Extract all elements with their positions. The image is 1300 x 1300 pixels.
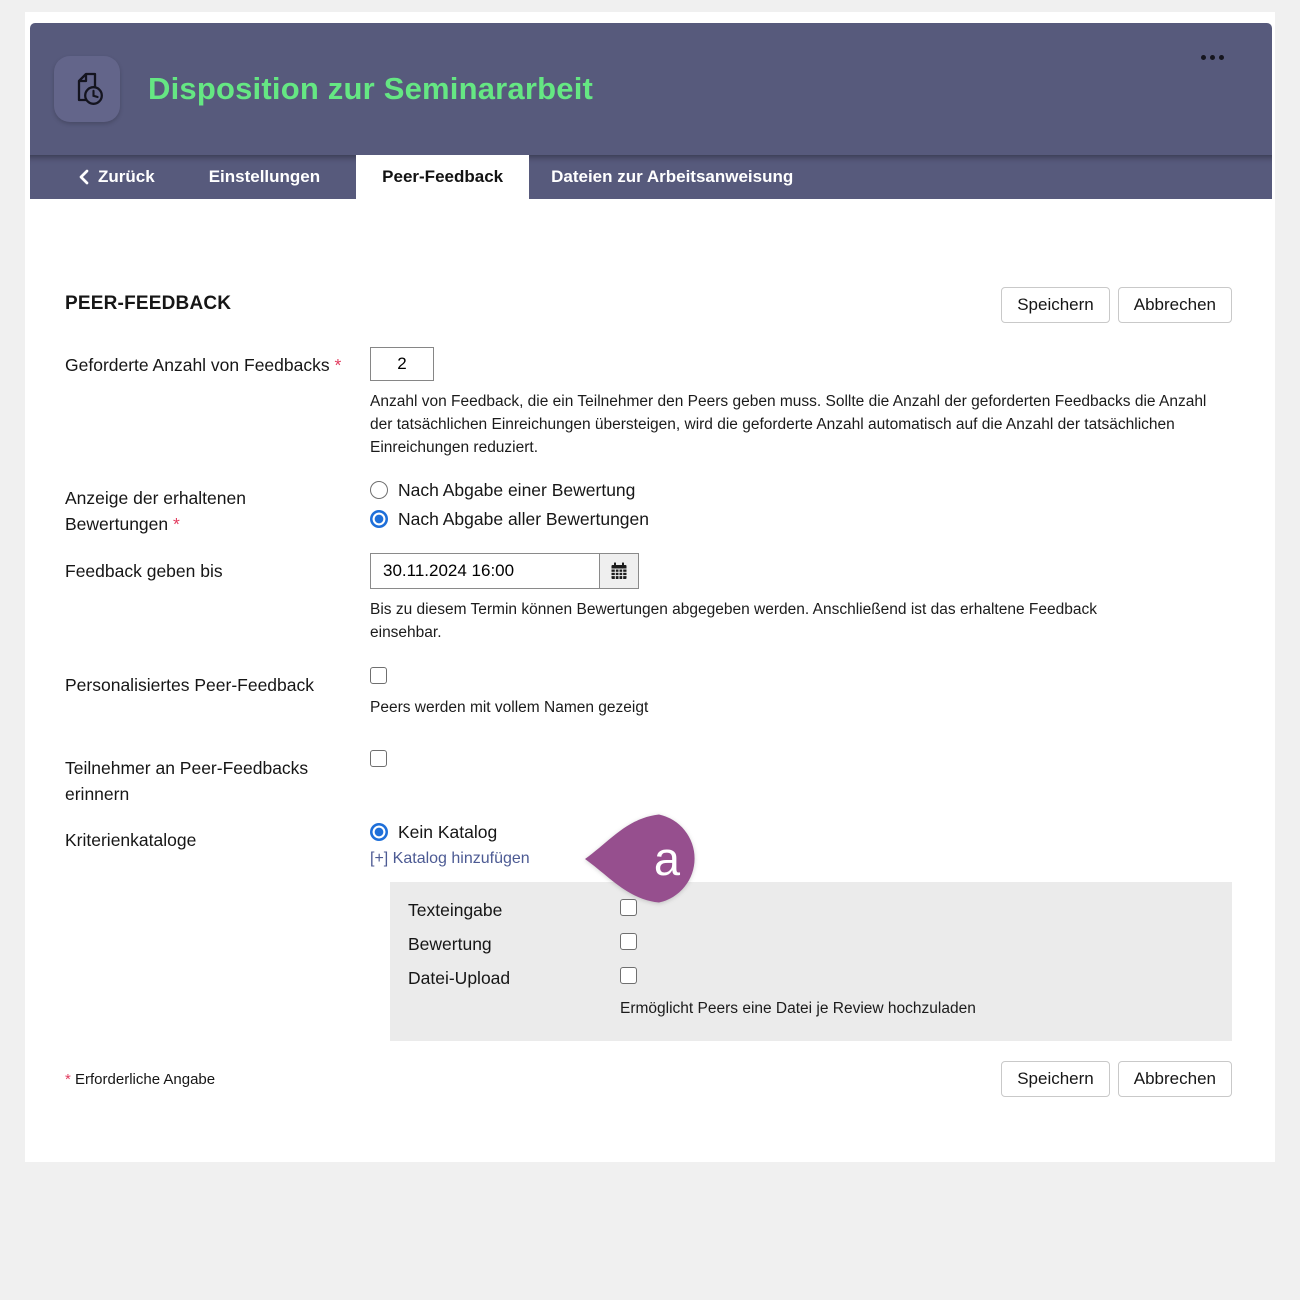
feedback-deadline-input[interactable] [370,553,600,589]
save-button-bottom[interactable]: Speichern [1001,1061,1110,1097]
personalized-label: Personalisiertes Peer-Feedback [65,675,315,696]
feedback-count-help: Anzahl von Feedback, die ein Teilnehmer den Peers geben muss. Sollte die Anzahl der geforderten Feedbacks die Anzahl der tatsächlichen Einreichungen übersteigen, wird die geforderte Anzahl automatisch auf die Anzahl der tatsächlichen Einreichungen reduziert. [370,393,1207,456]
save-button-top[interactable]: Speichern [1001,287,1110,323]
datei-upload-checkbox[interactable] [620,967,637,984]
datei-upload-label: Datei-Upload [408,967,511,988]
field-row-personalized [65,667,1232,720]
field-row-feedback-count [65,347,1232,460]
criteria-catalogues-label: Kriterienkataloge [65,829,197,850]
bewertung-checkbox[interactable] [620,933,637,950]
radio-option-kein-katalog[interactable]: Kein Katalog [370,822,1232,843]
tab-bar [30,155,1272,199]
datei-upload-help: Ermöglicht Peers eine Datei je Review hochzuladen [620,999,976,1017]
tab-einstellungen[interactable]: Einstellungen [208,167,321,186]
feedback-count-label: Geforderte Anzahl von Feedbacks * [65,355,342,375]
add-catalog-link[interactable]: [+] Katalog hinzufügen [370,849,530,867]
cancel-button-top[interactable]: Abbrechen [1118,287,1232,323]
field-row-rating-visibility [65,480,1232,538]
feedback-deadline-label: Feedback geben bis [65,561,223,582]
required-asterisk: * [173,514,180,535]
radio-selected-icon[interactable] [370,823,388,841]
rating-visibility-label: Anzeige der erhaltenen Bewertungen * [65,487,246,535]
required-asterisk: * [65,1071,71,1089]
catalog-options-panel [390,882,1232,1041]
feedback-count-input[interactable] [370,347,434,381]
feedback-deadline-help: Bis zu diesem Termin können Bewertungen abgegeben werden. Anschließend ist das erhaltene Feedback einsehbar. [370,601,1097,642]
form-content [25,199,1275,1097]
catalog-option-texteingabe [408,899,1214,921]
back-button[interactable] [60,155,173,199]
personalized-help: Peers werden mit vollem Namen gezeigt [370,699,649,717]
catalog-option-bewertung [408,933,1214,955]
page-title: Disposition zur Seminararbeit [148,71,594,106]
field-row-feedback-deadline [65,553,1232,645]
cancel-button-bottom[interactable]: Abbrechen [1118,1061,1232,1097]
radio-option-after-one-rating[interactable]: Nach Abgabe einer Bewertung [370,480,1232,501]
radio-unselected-icon[interactable] [370,481,388,499]
calendar-picker-button[interactable] [599,553,639,589]
ellipsis-icon [1201,55,1206,60]
back-label: Zurück [98,167,155,186]
texteingabe-label: Texteingabe [408,899,503,920]
chevron-left-icon [78,169,89,185]
bewertung-label: Bewertung [408,933,492,954]
annotation-letter: a [653,831,681,885]
form-section-title: PEER-FEEDBACK [65,293,232,314]
annotation-bubble-a [583,812,710,905]
tab-peer-feedback[interactable]: Peer-Feedback [356,155,529,199]
remind-label: Teilnehmer an Peer-Feedbacks erinnern [65,758,309,805]
object-header [30,23,1272,155]
field-row-remind [65,750,1232,808]
radio-selected-icon[interactable] [370,510,388,528]
personalized-checkbox[interactable] [370,667,387,684]
calendar-icon [609,561,629,581]
field-row-criteria-catalogues [65,822,1232,1041]
catalog-option-datei-upload [408,967,1214,1020]
radio-option-after-all-ratings[interactable]: Nach Abgabe aller Bewertungen [370,509,1232,530]
remind-checkbox[interactable] [370,750,387,767]
required-note: * Erforderliche Angabe [65,1071,216,1089]
tab-dateien-zur-arbeitsanweisung[interactable]: Dateien zur Arbeitsanweisung [551,167,794,186]
actions-menu-button[interactable] [1195,49,1230,66]
document-clock-icon [67,69,107,109]
exercise-icon [54,56,120,122]
app-window [25,12,1275,1162]
required-asterisk: * [334,355,342,375]
